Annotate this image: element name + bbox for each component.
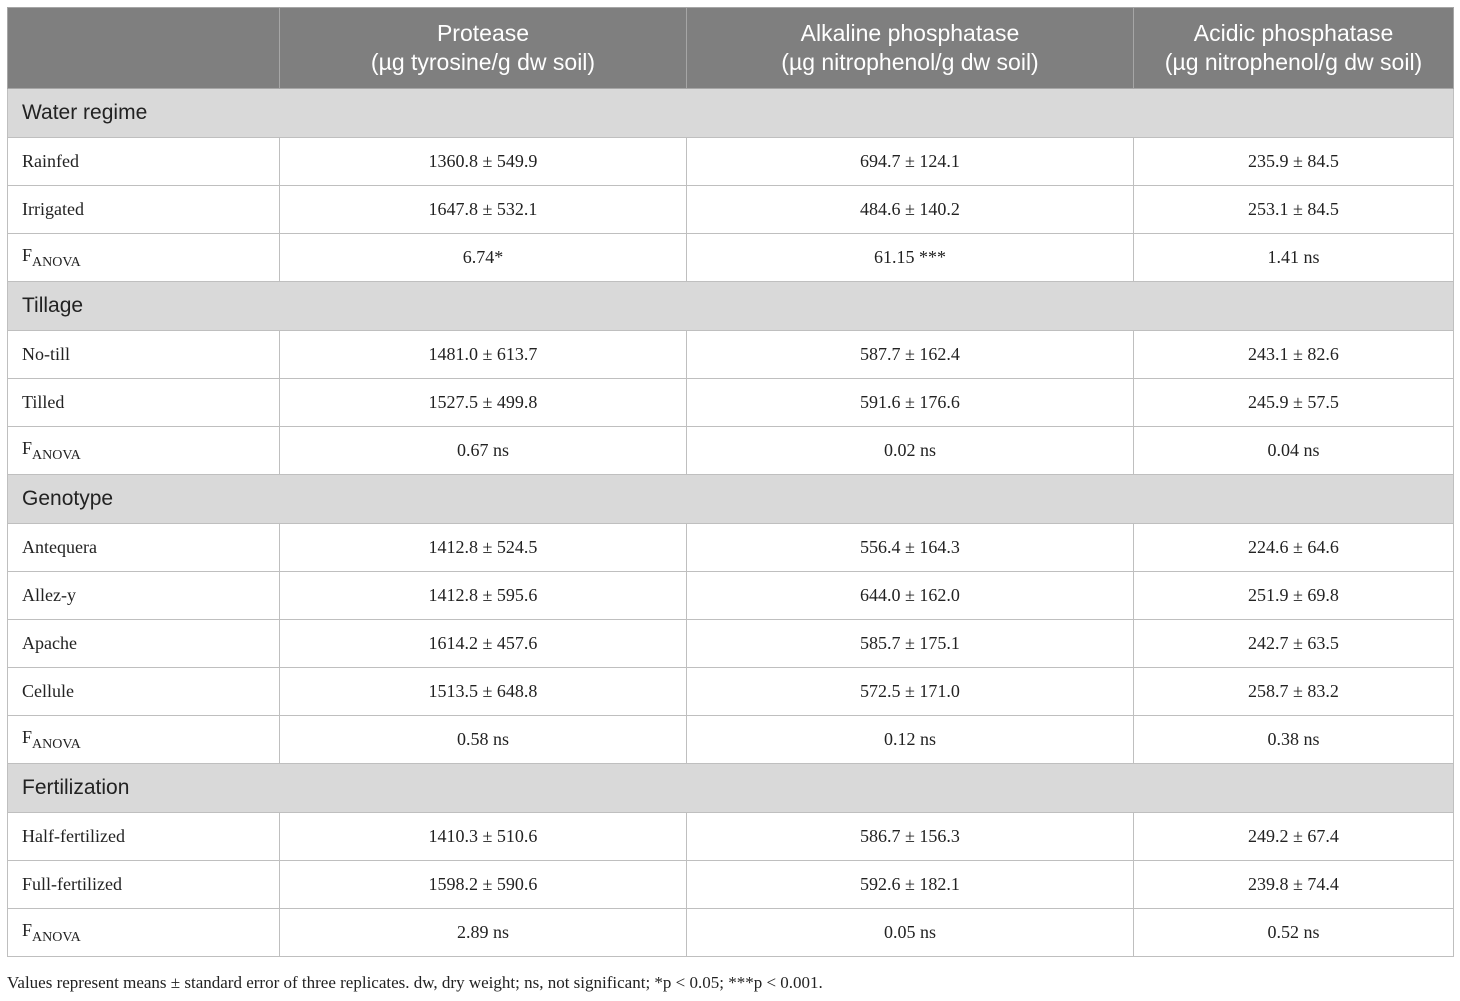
section-title: Water regime [8,89,1454,138]
cell-protease: 6.74* [280,234,687,282]
row-label: Rainfed [8,138,280,186]
cell-alkaline-phosphatase: 694.7 ± 124.1 [687,138,1134,186]
anova-subscript: ANOVA [32,447,81,463]
table-row [8,620,1454,668]
cell-acidic-phosphatase: 242.7 ± 63.5 [1134,620,1454,668]
header-cell-empty [8,8,280,89]
cell-protease: 0.67 ns [280,427,687,475]
header-cell-acidic-phosphatase [1134,8,1454,89]
cell-protease: 1513.5 ± 648.8 [280,668,687,716]
table-row [8,524,1454,572]
table-footnote: Values represent means ± standard error of three replicates. dw, dry weight; ns, not significant; *p < 0.05; ***p < 0.001. [7,973,823,992]
cell-alkaline-phosphatase: 585.7 ± 175.1 [687,620,1134,668]
section-title: Tillage [8,282,1454,331]
anova-subscript: ANOVA [32,254,81,270]
table-row [8,813,1454,861]
cell-protease: 1360.8 ± 549.9 [280,138,687,186]
section-row-fertilization [8,764,1454,813]
header-cell-protease [280,8,687,89]
header-name: Protease [436,20,530,46]
cell-alkaline-phosphatase: 0.05 ns [687,909,1134,957]
cell-alkaline-phosphatase: 587.7 ± 162.4 [687,331,1134,379]
anova-f: F [22,437,33,458]
row-label: Irrigated [8,186,280,234]
anova-f: F [22,726,33,747]
row-label: Allez-y [8,572,280,620]
table-row-anova [8,909,1454,957]
cell-alkaline-phosphatase: 644.0 ± 162.0 [687,572,1134,620]
anova-subscript: ANOVA [32,736,81,752]
cell-protease: 1481.0 ± 613.7 [280,331,687,379]
section-row-genotype [8,475,1454,524]
row-label: No-till [8,331,280,379]
header-cell-alkaline-phosphatase [687,8,1134,89]
cell-protease: 1412.8 ± 595.6 [280,572,687,620]
cell-acidic-phosphatase: 239.8 ± 74.4 [1134,861,1454,909]
row-label: Antequera [8,524,280,572]
cell-alkaline-phosphatase: 591.6 ± 176.6 [687,379,1134,427]
header-unit: (µg nitrophenol/g dw soil) [781,49,1039,75]
cell-acidic-phosphatase: 0.52 ns [1134,909,1454,957]
table-row [8,861,1454,909]
cell-acidic-phosphatase: 245.9 ± 57.5 [1134,379,1454,427]
section-row-tillage [8,282,1454,331]
header-unit: (µg tyrosine/g dw soil) [370,49,596,75]
row-label: Apache [8,620,280,668]
table-row-anova [8,716,1454,764]
cell-alkaline-phosphatase: 484.6 ± 140.2 [687,186,1134,234]
table-row [8,331,1454,379]
table-row-anova [8,427,1454,475]
section-title: Fertilization [8,764,1454,813]
cell-protease: 2.89 ns [280,909,687,957]
table-row [8,186,1454,234]
header-name: Acidic phosphatase [1193,20,1394,46]
cell-acidic-phosphatase: 249.2 ± 67.4 [1134,813,1454,861]
cell-alkaline-phosphatase: 592.6 ± 182.1 [687,861,1134,909]
cell-protease: 1647.8 ± 532.1 [280,186,687,234]
row-label: Tilled [8,379,280,427]
anova-subscript: ANOVA [32,929,81,945]
cell-acidic-phosphatase: 243.1 ± 82.6 [1134,331,1454,379]
cell-protease: 1614.2 ± 457.6 [280,620,687,668]
row-label-anova [8,909,280,957]
enzyme-activity-table [7,7,1454,957]
anova-f: F [22,244,33,265]
cell-acidic-phosphatase: 253.1 ± 84.5 [1134,186,1454,234]
row-label: Cellule [8,668,280,716]
cell-protease: 1598.2 ± 590.6 [280,861,687,909]
cell-alkaline-phosphatase: 0.12 ns [687,716,1134,764]
table-row [8,379,1454,427]
table-header-row [8,8,1454,89]
table-row [8,138,1454,186]
row-label-anova [8,234,280,282]
table-row [8,668,1454,716]
row-label: Half-fertilized [8,813,280,861]
header-unit: (µg nitrophenol/g dw soil) [1164,49,1423,75]
cell-alkaline-phosphatase: 572.5 ± 171.0 [687,668,1134,716]
row-label-anova [8,716,280,764]
cell-acidic-phosphatase: 1.41 ns [1134,234,1454,282]
table-row [8,572,1454,620]
cell-alkaline-phosphatase: 61.15 *** [687,234,1134,282]
cell-protease: 1410.3 ± 510.6 [280,813,687,861]
cell-acidic-phosphatase: 251.9 ± 69.8 [1134,572,1454,620]
cell-alkaline-phosphatase: 556.4 ± 164.3 [687,524,1134,572]
cell-acidic-phosphatase: 0.38 ns [1134,716,1454,764]
cell-acidic-phosphatase: 258.7 ± 83.2 [1134,668,1454,716]
row-label-anova [8,427,280,475]
row-label: Full-fertilized [8,861,280,909]
header-name: Alkaline phosphatase [800,20,1020,46]
cell-alkaline-phosphatase: 586.7 ± 156.3 [687,813,1134,861]
section-title: Genotype [8,475,1454,524]
cell-acidic-phosphatase: 0.04 ns [1134,427,1454,475]
cell-acidic-phosphatase: 235.9 ± 84.5 [1134,138,1454,186]
cell-protease: 1412.8 ± 524.5 [280,524,687,572]
anova-f: F [22,919,33,940]
cell-protease: 0.58 ns [280,716,687,764]
cell-alkaline-phosphatase: 0.02 ns [687,427,1134,475]
cell-acidic-phosphatase: 224.6 ± 64.6 [1134,524,1454,572]
cell-protease: 1527.5 ± 499.8 [280,379,687,427]
section-row-water-regime [8,89,1454,138]
table-row-anova [8,234,1454,282]
